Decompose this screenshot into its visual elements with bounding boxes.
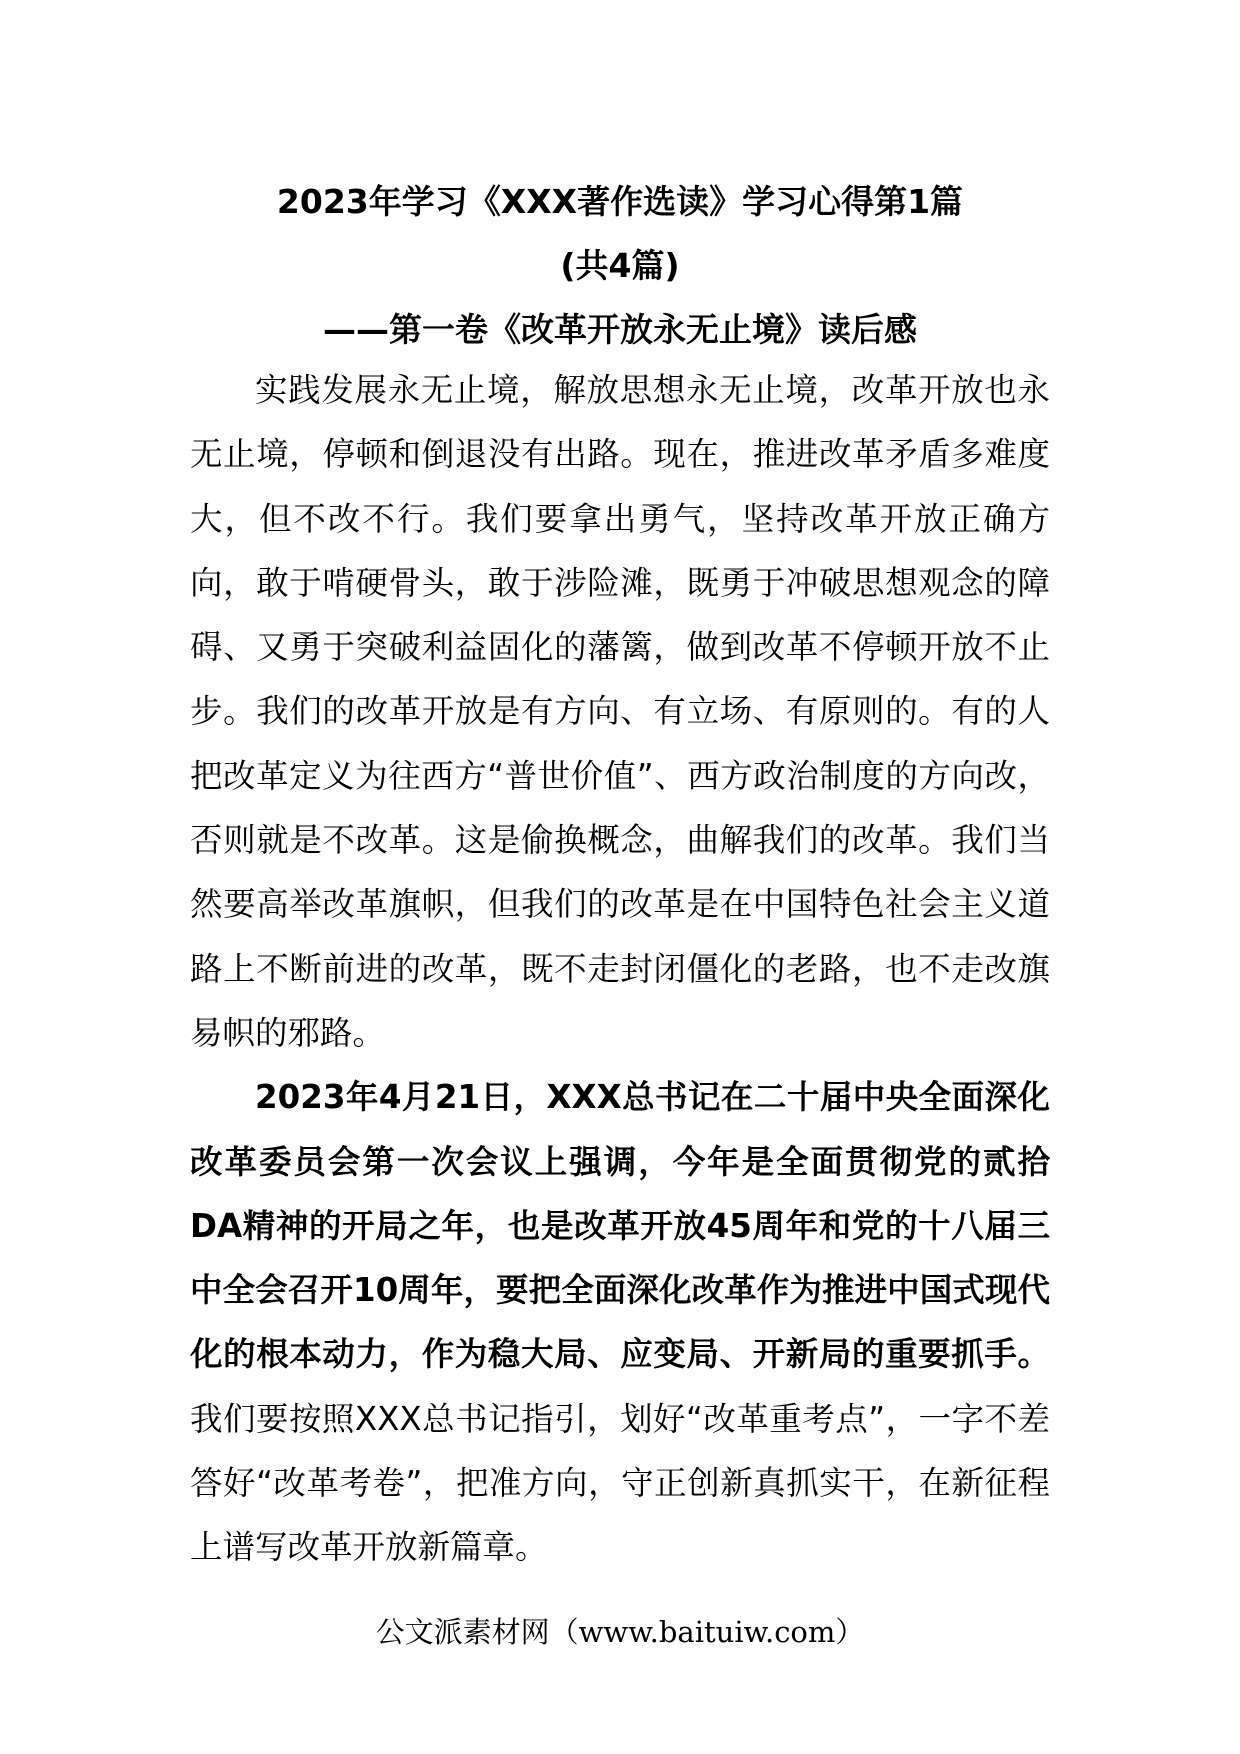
document-title-count: (共4篇) [560, 246, 680, 285]
title-block [190, 170, 1050, 362]
document-subtitle: ——第一卷《改革开放永无止境》读后感 [323, 310, 917, 349]
paragraph-2-text: 我们要按照XXX总书记指引，划好“改革重考点”，一字不差答好“改革考卷”，把准方向，守正创新真抓实干，在新征程上谱写改革开放新篇章。 [190, 1399, 1050, 1567]
footer-source: 公文派素材网（www.baituiw.com） [375, 1615, 865, 1649]
paragraph-2-bold-text: 2023年4月21日，XXX总书记在二十届中央全面深化改革委员会第一次会议上强调，今年是全面贯彻党的贰拾DA精神的开局之年，也是改革开放45周年和党的十八届三中全会召开10周年，要把全面深化改革作为推进中国式现代化的根本动力，作为稳大局、应变局、开新局的重要抓手。 [190, 1078, 1050, 1374]
document-body [190, 358, 1050, 1580]
paragraph-1: 实践发展永无止境，解放思想永无止境，改革开放也永无止境，停顿和倒退没有出路。现在，推进改革矛盾多难度大，但不改不行。我们要拿出勇气，坚持改革开放正确方向，敢于啃硬骨头，敢于涉险滩，既勇于冲破思想观念的障碍、又勇于突破利益固化的藩篱，做到改革不停顿开放不止步。我们的改革开放是有方向、有立场、有原则的。有的人把改革定义为往西方“普世价值”、西方政治制度的方向改，否则就是不改革。这是偷换概念，曲解我们的改革。我们当然要高举改革旗帜，但我们的改革是在中国特色社会主义道路上不断前进的改革，既不走封闭僵化的老路，也不走改旗易帜的邪路。 [190, 371, 1050, 1052]
document-title: 2023年学习《XXX著作选读》学习心得第1篇 [276, 182, 964, 221]
paragraph-2 [190, 1065, 1050, 1579]
